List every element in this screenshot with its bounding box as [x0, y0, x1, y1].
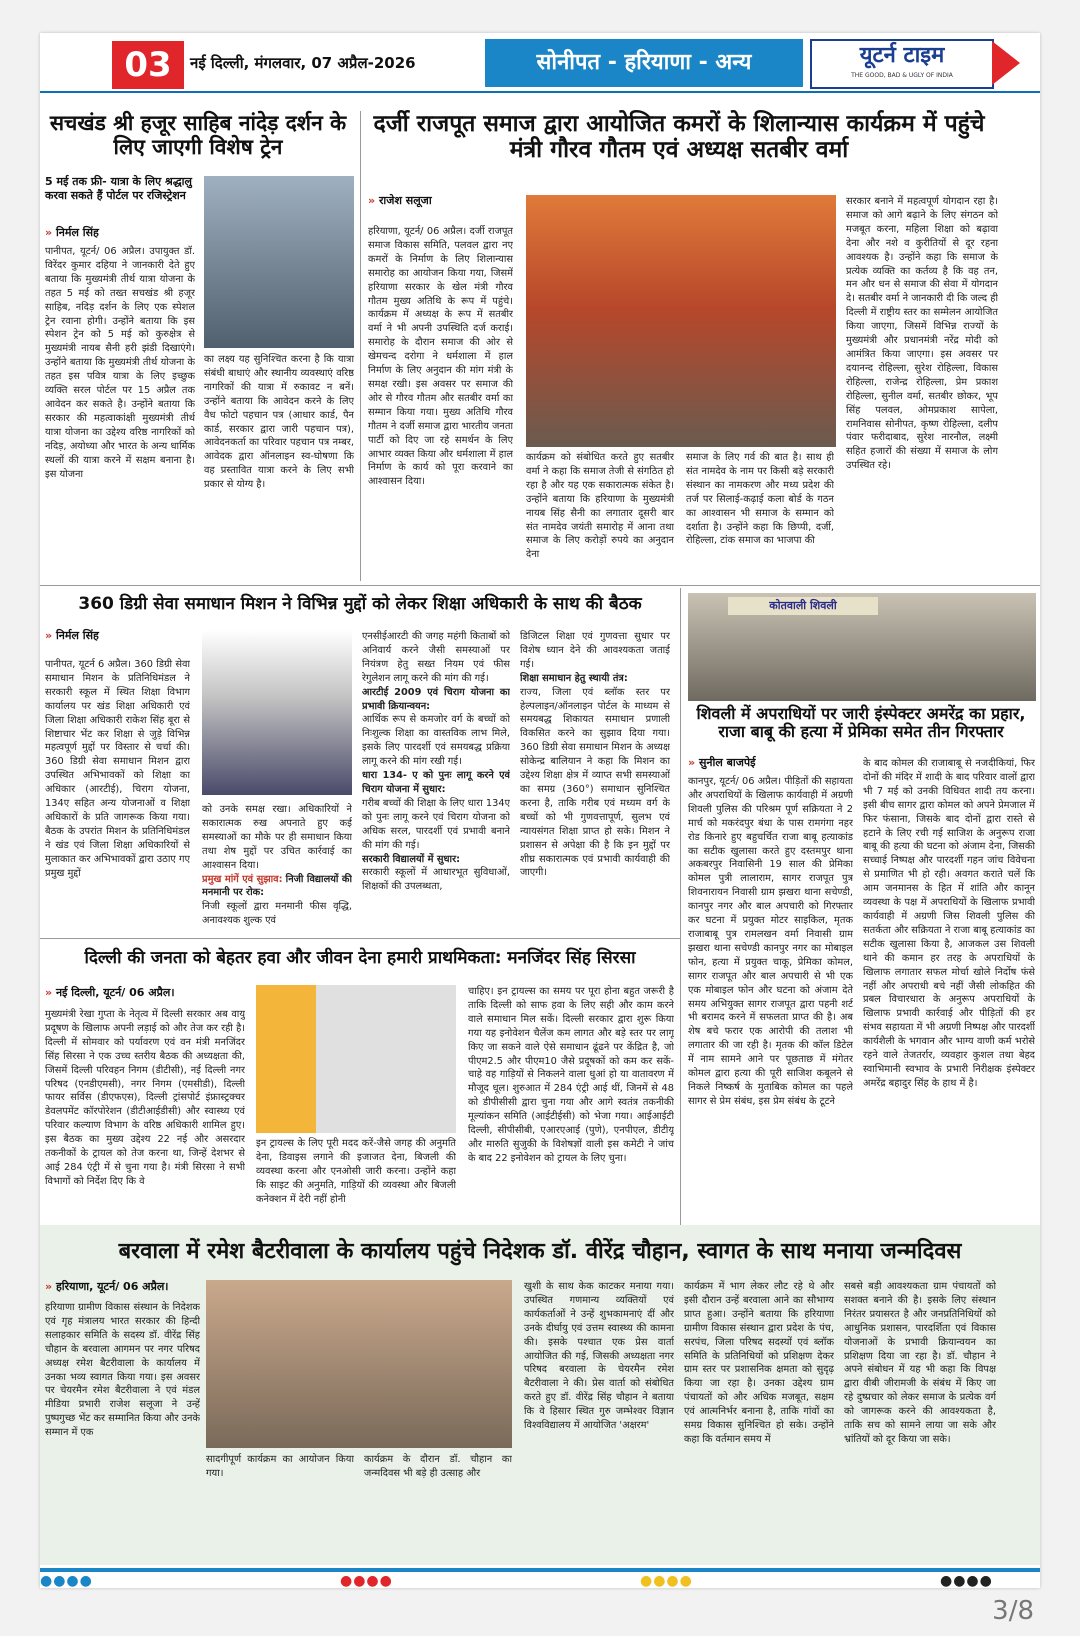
article-6-byline: » हरियाणा, यूटर्न/ 06 अप्रैल।	[45, 1280, 169, 1293]
article-6-col-5: सबसे बड़ी आवश्यकता ग्राम पंचायतों को सशक्त बनाने की है। इसके लिए संस्थान निरंतर प्रयासरत है और जनप्रतिनिधियों को आधुनिक प्रशासन, पारदर्शिता एवं विकास योजनाओं के प्रभावी क्रियान्वयन का प्रशिक्षण दिया जा रहा है। डॉ. चौहान ने अपने संबोधन में यह भी कहा कि विपक्ष द्वारा वीबी जीरामजी के संबंध में किए जा रहे दुष्प्रचार को लेकर समाज के प्रत्येक वर्ग को जागरूक करने की आवश्यकता है, ताकि सच को सामने लाया जा सके और भ्रांतियों को दूर किया जा सके।	[844, 1281, 996, 1445]
article-1-photo	[204, 176, 354, 348]
article-2-headline: दर्जी राजपूत समाज द्वारा आयोजित कमरों के शिलान्यास कार्यक्रम में पहुंचे मंत्री गौरव गौतम एवं अध्यक्ष सतबीर वर्मा	[373, 111, 985, 164]
footer-bar	[40, 1568, 1040, 1572]
article-5-col-2: इन ट्रायल्स के लिए पूरी मदद करें-जैसे जगह की अनुमति देना, डिवाइस लगाने की इजाजत देना, बिजली की व्यवस्था करना और एनओसी जारी करना। उन्होंने कहा कि साइट की अनुमति, गाड़ियों की व्यवस्था और बिजली कनेक्शन में देरी नहीं होनी	[256, 1138, 456, 1205]
article-2-col-3: समाज के लिए गर्व की बात है। साथ ही संत नामदेव के नाम पर किसी बड़े सरकारी संस्थान का नामकरण और मध्य प्रदेश की तर्ज पर सिलाई-कढ़ाई कला बोर्ड के गठन का आश्वासन भी समाज के सम्मान को दर्शाता है। उन्होंने कहा कि छिप्पी, दर्जी, रोहिल्ला, टांक समाज का भाजपा की	[686, 452, 834, 547]
article-5-col-3: चाहिए। इन ट्रायल्स का समय पर पूरा होना बहुत जरूरी है ताकि दिल्ली को साफ हवा के लिए सही और काम करने वाले समाधान मिल सकें। दिल्ली सरकार द्वारा शुरू किया गया यह इनोवेशन चैलेंज कम लागत और बड़े स्तर पर लागू किए जा सकने वाले ऐसे समाधान ढूंढने पर केंद्रित है, जो पीएम2.5 और पीएम10 जैसे प्रदूषकों को कम कर सकें-चाहे वह गाड़ियों से निकलने वाला धुआं हो या वातावरण में मौजूद धूल। शुरुआत में 284 एंट्री आई थीं, जिनमें से 48 को डीपीसीसी द्वारा चुना गया और आगे स्वतंत्र तकनीकी मूल्यांकन समिति (आईटीईसी) को भेजा गया। आईआईटी दिल्ली, सीपीसीबी, एआरएआई (पुणे), एनपीएल, डीटीयू और मारुति सुजुकी के विशेषज्ञों वाली इस कमेटी ने जांच के बाद 22 इनोवेशन को ट्रायल के लिए चुना।	[468, 986, 674, 1164]
article-1-headline: सचखंड श्री हजूर साहिब नांदेड़ दर्शन के लिए जाएगी विशेष ट्रेन	[49, 111, 347, 160]
article-6-caption-2: कार्यक्रम के दौरान डॉ. चौहान का जन्मदिवस भी बड़े ही उत्साह और	[364, 1454, 512, 1479]
article-2-col-4: सरकार बनाने में महत्वपूर्ण योगदान रहा है। समाज को आगे बढ़ाने के लिए संगठन को मजबूत करना, महिला शिक्षा को बढ़ावा देना और नशे व कुरीतियों से दूर रहना आवश्यक है। उन्होंने कहा कि समाज के प्रत्येक व्यक्ति का कर्तव्य है कि वह तन, मन और धन से समाज की सेवा में योगदान दे। सतबीर वर्मा ने जानकारी दी कि जल्द ही दिल्ली में राष्ट्रीय स्तर का सम्मेलन आयोजित किया जाएगा, जिसमें विभिन्न राज्यों के मुख्यमंत्री और प्रधानमंत्री नरेंद्र मोदी को आमंत्रित किया जाएगा। इस अवसर पर दयानन्द रोहिल्ला, सुरेश रोहिल्ला, विकास रोहिल्ला, राजेन्द्र रोहिल्ला, प्रेम प्रकाश रोहिल्ला, सुनील वर्मा, सतबीर छोकर, भूप सिंह पलवल, ओमप्रकाश सापेला, रामनिवास सोनीपत, कृष्ण रोहिल्ला, दलीप पंवार फरीदाबाद, सुरेश नारनौल, लक्ष्मी सहित हजारों की संख्या में समाज के लोग उपस्थित रहे।	[846, 196, 998, 472]
registration-dots-icon: ●●●●	[940, 1573, 993, 1588]
article-2-author: राजेश सलूजा	[378, 194, 432, 207]
section-title: सोनीपत - हरियाणा - अन्य	[485, 39, 803, 87]
article-3-subhead-2: आरटीई 2009 एवं चिराग योजना का प्रभावी क्रियान्वयन:	[362, 686, 510, 712]
article-3-col-1: पानीपत, यूटर्न 6 अप्रैल। 360 डिग्री सेवा समाधान मिशन के प्रतिनिधिमंडल ने सरकारी स्कूल में स्थित शिक्षा विभाग कार्यालय पर खंड शिक्षा अधिकारी एवं जिला शिक्षा अधिकारी राकेश सिंह बूरा से शिष्टाचार भेंट कर शिक्षा से जुड़े विभिन्न महत्वपूर्ण मुद्दों पर विस्तार से चर्चा की। 360 डिग्री सेवा समाधान मिशन द्वारा उपस्थित अभिभावकों को शिक्षा का अधिकार (आरटीई), चिराग योजना, 134ए सहित अन्य योजनाओं व शिक्षा अधिकारों के प्रति जागरूक किया गया। बैठक के उपरांत मिशन के प्रतिनिधिमंडल ने खंड एवं जिला शिक्षा अधिकारियों से मुलाकात कर अभिभावकों द्वारा उठाए गए प्रमुख मुद्दों	[45, 659, 190, 879]
article-3-col-2	[202, 803, 352, 933]
article-2-col-2: कार्यक्रम को संबोधित करते हुए सतबीर वर्मा ने कहा कि समाज तेजी से संगठित हो रहा है और यह एक सकारात्मक संकेत है। उन्होंने बताया कि हरियाणा के मुख्यमंत्री नायब सिंह सैनी का लगातार दूसरी बार संत नामदेव जयंती समारोह में आना तथा समाज के लिए करोड़ों रुपये का अनुदान देना	[526, 452, 674, 561]
arrow-icon	[992, 41, 1020, 85]
article-5-photo	[256, 985, 456, 1133]
article-2-photo	[526, 195, 836, 447]
article-4-headline: शिवली में अपराधियों पर जारी इंस्पेक्टर अमरेंद्र का प्रहार, राजा बाबू की हत्या में प्रेमिका समेत तीन गिरफ्तार	[696, 704, 1026, 742]
article-6-caption-1: सादगीपूर्ण कार्यक्रम का आयोजन किया गया।	[206, 1454, 354, 1479]
article-2-col-1: हरियाणा, यूटर्न/ 06 अप्रैल। दर्जी राजपूत समाज विकास समिति, पलवल द्वारा नए कमरों के निर्माण के लिए शिलान्यास समारोह का आयोजन किया गया, जिसमें हरियाणा सरकार के खेल मंत्री गौरव गौतम मुख्य अतिथि के रूप में पहुंचे। कार्यक्रम में अध्यक्ष के रूप में सतबीर वर्मा ने भी अपनी उपस्थिति दर्ज कराई। समारोह के दौरान समाज की ओर से खेमचन्द दरोगा ने धर्मशाला में हाल निर्माण के लिए अनुदान की मांग मंत्री के समक्ष रखी। इस अवसर पर समाज की ओर से गौरव गौतम और सतबीर वर्मा का सम्मान किया गया। मुख्य अतिथि गौरव गौतम ने दर्जी समाज द्वारा भारतीय जनता पार्टी को दिए जा रहे समर्थन के लिए आभार व्यक्त किया और धर्मशाला में हाल निर्माण के कार्य को पूरा करवाने का आश्वासन दिया।	[368, 226, 513, 488]
masthead	[40, 33, 1040, 93]
newspaper-sheet	[40, 33, 1040, 1588]
article-3-byline: » निर्मल सिंह	[45, 629, 99, 642]
registration-dots-icon: ●●●●	[640, 1573, 693, 1588]
article-6-col-1: हरियाणा ग्रामीण विकास संस्थान के निदेशक एवं गृह मंत्रालय भारत सरकार की हिन्दी सलाहकार समिति के सदस्य डॉ. वीरेंद्र सिंह चौहान के बरवाला आगमन पर नगर परिषद अध्यक्ष रमेश बैटरीवाला के कार्यालय में उनका भव्य स्वागत किया गया। इस अवसर पर चेयरमैन रमेश बैटरीवाला ने एवं मंडल मीडिया प्रभारी राजेश सलूजा ने उन्हें पुष्पगुच्छ भेंट कर सम्मानित किया और उनके सम्मान में एक	[45, 1302, 200, 1439]
article-6-col-3: खुशी के साथ केक काटकर मनाया गया। उपस्थित गणमान्य व्यक्तियों एवं कार्यकर्ताओं ने उन्हें शुभकामनाएं दीं और उनके दीर्घायु एवं उत्तम स्वास्थ्य की कामना की। इसके पश्चात एक प्रेस वार्ता आयोजित की गई, जिसकी अध्यक्षता नगर परिषद बरवाला के चेयरमैन रमेश बैटरीवाला ने की। प्रेस वार्ता को संबोधित करते हुए डॉ. वीरेंद्र सिंह चौहान ने बताया कि वे हिसार स्थित गुरु जम्भेश्वर विज्ञान विश्वविद्यालय में आयोजित 'अक्षरम'	[524, 1281, 674, 1432]
article-3-col-3	[362, 630, 510, 933]
article-6-headline: बरवाला में रमेश बैटरीवाला के कार्यालय पहुंचे निदेशक डॉ. वीरेंद्र चौहान, स्वागत के साथ मनाया जन्मदिवस	[118, 1239, 962, 1264]
article-3-subhead-1: प्रमुख मांगें एवं सुझाव:	[202, 873, 283, 885]
article-6-col-4: कार्यक्रम में भाग लेकर लौट रहे थे और इसी दौरान उन्हें बरवाला आने का सौभाग्य प्राप्त हुआ। उन्होंने बताया कि हरियाणा ग्रामीण विकास संस्थान द्वारा प्रदेश के पंच, सरपंच, जिला परिषद सदस्यों एवं ब्लॉक समिति के प्रतिनिधियों को प्रशिक्षण देकर ग्राम स्तर पर प्रशासनिक क्षमता को सुदृढ़ किया जा रहा है। उनका उद्देश्य ग्राम पंचायतों को और अधिक मजबूत, सक्षम एवं आत्मनिर्भर बनाना है, ताकि गांवों का समग्र विकास सुनिश्चित हो सके। उन्होंने कहा कि वर्तमान समय में	[684, 1281, 834, 1445]
article-3-subhead-5: शिक्षा समाधान हेतु स्थायी तंत्र:	[520, 672, 628, 684]
horizontal-divider	[40, 585, 1040, 586]
registration-dots-icon: ●●●●	[340, 1573, 393, 1588]
article-5-col-1: मुख्यमंत्री रेखा गुप्ता के नेतृत्व में दिल्ली सरकार अब वायु प्रदूषण के खिलाफ अपनी लड़ाई को और तेज कर रही है। दिल्ली में सोमवार को पर्यावरण एवं वन मंत्री मनजिंदर सिंह सिरसा ने एक उच्च स्तरीय बैठक की अध्यक्षता की, जिसमें दिल्ली परिवहन निगम (डीटीसी), नई दिल्ली नगर परिषद (एनडीएमसी), नगर निगम (एमसीडी), दिल्ली फायर सर्विस (डीएफएस), दिल्ली ट्रांसपोर्ट इंफ्रास्ट्रक्चर डेवलपमेंट कॉरपोरेशन (डीटीआईडीसी) और स्वास्थ्य एवं परिवार कल्याण विभाग के वरिष्ठ अधिकारी शामिल हुए। इस बैठक का मुख्य उद्देश्य 22 नई और असरदार तकनीकों के ट्रायल को तेज करना था, जिन्हें देशभर से आई 284 एंट्री में से चुना गया है। मंत्री सिरसा ने सभी विभागों को निर्देश दिए कि वे	[45, 1009, 245, 1187]
article-2-byline: » राजेश सलूजा	[368, 194, 432, 207]
article-3-col-3b: आर्थिक रूप से कमजोर वर्ग के बच्चों को निःशुल्क शिक्षा का वास्तविक लाभ मिले, इसके लिए पारदर्शी एवं समयबद्ध प्रक्रिया लागू करने की मांग रखी गई।	[362, 714, 510, 768]
article-3-subhead-4: सरकारी विद्यालयों में सुधार:	[362, 853, 460, 865]
article-3-col-3d: सरकारी स्कूलों में आधारभूत सुविधाओं, शिक्षकों की उपलब्धता,	[362, 867, 510, 893]
column-divider	[360, 111, 361, 581]
column-divider	[680, 588, 681, 1228]
article-4-col-1: कानपुर, यूटर्न/ 06 अप्रैल। पीड़ितों की सहायता और अपराधियों के खिलाफ कार्यवाही में अग्रणी शिवली पुलिस की परिश्रम पूर्ण सक्रियता ने 2 मार्च को मकरंदपुर बंधा के पास रामगंगा नहर रोड किनारे हुए बहुचर्चित राजा बाबू हत्याकांड का सटीक खुलासा करते हुए दस्तमपुर थाना अकबरपुर निवासिनी 19 साल की प्रेमिका कोमल पुत्री लालाराम, सागर राजपूत पुत्र शिवनारायन निवासी ग्राम झखरा थाना सचेण्डी, कानपुर नगर और बाल अपचारी को गिरफ्तार कर घटना में प्रयुक्त मोटर साइकिल, मृतक राजाबाबू पुत्र रामलखन वर्मा निवासी ग्राम झखरा थाना सचेण्डी कानपुर नगर का मोबाइल फोन, हत्या में प्रयुक्त चाकू, प्रेमिका कोमल, सागर राजपूत और बाल अपचारी से भी एक एक मोबाइल फोन और घटना को अंजाम देते समय अभियुक्त सागर राजपूत द्वारा पहनी शर्ट भी बरामद करने में सफलता प्राप्त की है। अब शेष बचे फरार एक आरोपी की तलाश भी लगातार की जा रही है। मृतक की कॉल डिटेल में नाम सामने आने पर पूछताछ में मंगेतर कोमल द्वारा हत्या की पूरी साजिश कबूलने से निकले निष्कर्ष के मुताबिक कोमल का पहले सागर से प्रेम संबंध, इस प्रेम संबंध के टूटने	[688, 776, 853, 1107]
article-3-subhead-3: धारा 134- ए को पुनः लागू करने एवं चिराग योजना में सुधार:	[362, 770, 510, 795]
article-3-author: निर्मल सिंह	[55, 629, 99, 642]
article-6-dateline: हरियाणा, यूटर्न/ 06 अप्रैल।	[55, 1280, 169, 1293]
horizontal-divider	[40, 938, 680, 939]
article-1-col-2: का लक्ष्य यह सुनिश्चित करना है कि यात्रा संबंधी बाधाएं और स्थानीय व्यवस्थाएं वरिष्ठ नागरिकों की यात्रा में रुकावट न बनें। उन्होंने बताया कि आवेदन करने के लिए वैध फोटो पहचान पत्र (आधार कार्ड, पैन कार्ड, सरकार द्वारा जारी पहचान पत्र), आवेदनकर्ता का परिवार पहचान पत्र नम्बर, आवेदक द्वारा ऑनलाइन स्व-घोषणा कि वह प्रस्तावित यात्रा करने के लिए सभी प्रकार से योग्य है।	[204, 354, 354, 491]
article-6-photo	[206, 1280, 512, 1448]
article-3-subhead-1-tail: निजी विद्यालयों की मनमानी पर रोक:	[202, 873, 352, 899]
article-4-byline: » सुनील बाजपेई	[688, 756, 756, 769]
dateline: नई दिल्ली, मंगलवार, 07 अप्रैल-2026	[190, 54, 416, 72]
article-3-photo	[202, 630, 352, 795]
article-5-headline: दिल्ली की जनता को बेहतर हवा और जीवन देना हमारी प्राथमिकता: मनजिंदर सिंह सिरसा	[84, 948, 636, 968]
article-3-col-2b-text: निजी स्कूलों द्वारा मनमानी फीस वृद्धि, अनावश्यक शुल्क एवं	[202, 901, 352, 927]
article-5-dateline: नई दिल्ली, यूटर्न/ 06 अप्रैल।	[55, 986, 175, 999]
article-5-byline: » नई दिल्ली, यूटर्न/ 06 अप्रैल।	[45, 986, 175, 999]
logo-title: यूटर्न टाइम	[859, 43, 945, 68]
article-4-photo	[688, 593, 1036, 701]
logo-tagline: THE GOOD, BAD & UGLY OF INDIA	[851, 72, 953, 79]
article-3-headline: 360 डिग्री सेवा समाधान मिशन ने विभिन्न मुद्दों को लेकर शिक्षा अधिकारी के साथ की बैठक	[78, 594, 642, 614]
article-1-col-1: पानीपत, यूटर्न/ 06 अप्रैल। उपायुक्त डॉ. विरेंदर कुमार दहिया ने जानकारी देते हुए बताया कि मुख्यमंत्री तीर्थ यात्रा योजना के तहत 5 मई को तख्त सचखंड श्री हजूर साहिब, नदिड़ दर्शन के लिए एक स्पेशल ट्रेन रवाना होगी। उन्होंने बताया कि इस स्पेशन ट्रेन को 5 मई को कुरुक्षेत्र से मुख्यमंत्री नायब सैनी हरी झंडी दिखाएंगे। उन्होंने बताया कि मुख्यमंत्री तीर्थ योजना के तहत इस पवित्र यात्रा के लिए इच्छुक व्यक्ति सरल पोर्टल पर 15 अप्रैल तक आवेदन कर सकते है। उन्होंने बताया कि सरकार की महत्वाकांक्षी मुख्यमंत्री तीर्थ यात्रा योजना का उद्देश्य वरिष्ठ नागरिकों को नदिड़, अयोध्या और भारत के अन्य धार्मिक स्थलों की यात्रा करने में सक्षम बनाना है। इस योजना	[45, 246, 195, 480]
article-1-author: निर्मल सिंह	[55, 226, 99, 239]
newspaper-logo	[810, 39, 994, 89]
article-3-col-4	[520, 630, 670, 933]
article-3-col-3a: एनसीईआरटी की जगह महंगी किताबों को अनिवार्य करने जैसी समस्याओं पर नियंत्रण हेतु सख्त नियम एवं फीस रेगुलेशन लागू करने की मांग की गई।	[362, 631, 510, 684]
article-1-subhead: 5 मई तक फ्री- यात्रा के लिए श्रद्धालु करवा सकते हैं पोर्टल पर रजिस्ट्रेशन	[45, 175, 192, 203]
article-4-author: सुनील बाजपेई	[698, 756, 756, 769]
article-3-col-2-text: को उनके समक्ष रखा। अधिकारियों ने सकारात्मक रुख अपनाते हुए कई समस्याओं का मौके पर ही समाधान किया तथा शेष मुद्दों पर उचित कार्रवाई का आश्वासन दिया।	[202, 804, 352, 871]
page-indicator: 3/8	[992, 1596, 1034, 1626]
article-3-col-3c: गरीब बच्चों की शिक्षा के लिए धारा 134ए को पुनः लागू करने एवं चिराग योजना को अधिक सरल, पारदर्शी एवं प्रभावी बनाने की मांग की गई।	[362, 797, 510, 851]
article-3-col-4b: राज्य, जिला एवं ब्लॉक स्तर पर हेल्पलाइन/ऑनलाइन पोर्टल के माध्यम से समयबद्ध शिकायत समाधान प्रणाली विकसित करने का सुझाव दिया गया। 360 डिग्री सेवा समाधान मिशन के अध्यक्ष सोकेन्द्र बालियान ने कहा कि मिशन का उद्देश्य शिक्षा क्षेत्र में व्याप्त सभी समस्याओं का समग्र (360°) समाधान सुनिश्चित करना है, ताकि गरीब एवं मध्यम वर्ग के बच्चों को भी गुणवत्तापूर्ण, सुलभ एवं न्यायसंगत शिक्षा प्राप्त हो सके। मिशन ने प्रशासन से अपेक्षा की है कि इन मुद्दों पर शीघ्र सकारात्मक एवं प्रभावी कार्यवाही की जाएगी।	[520, 686, 670, 879]
police-station-sign: कोतवाली शिवली	[728, 597, 878, 615]
article-1-byline: » निर्मल सिंह	[45, 226, 99, 239]
article-4-col-2: के बाद कोमल की राजाबाबू से नजदीकियां, फिर दोनों की मंदिर में शादी के बाद परिवार वालों द्वारा भी 7 मई को उनकी विधिवत शादी तय करना। इसी बीच सागर द्वारा कोमल को अपने प्रेमजाल में फिर फंसाना, जिसके बाद दोनों द्वारा रास्ते से हटाने के लिए रची गई साजिश के अनुरूप राजा बाबू की हत्या की घटना को अंजाम देना, जिसकी सच्चाई निष्पक्ष और पारदर्शी गहन जांच विवेचना से प्रमाणित भी हो रही। अवगत कराते चलें कि आम जनमानस के हित में शांति और कानून व्यवस्था के पक्ष में अपराधियों के खिलाफ प्रभावी कार्यवाही में अग्रणी जिस शिवली पुलिस की सतर्कता और सक्रियता ने राजा बाबू हत्याकांड का सटीक खुलासा किया है, आजकल उस शिवली थाने की कमान हर तरह के अपराधियों के खिलाफ लगातार सफल मोर्चा खोले निर्दोष फंसे नहीं और अपराधी बचे नहीं जैसी लोकहित की प्रबल विचारधारा के अनुरूप अपराधियों के खिलाफ प्रभावी कार्रवाई और पीड़ितों की हर संभव सहायता में भी अग्रणी निष्पक्ष और पारदर्शी कार्यशैली के भगवान और भाग्य वाणी कर्म भरोसे रहने वाले तेजतर्रार, व्यवहार कुशल तथा बेहद स्वाभिमानी स्वभाव के प्रभारी निरीक्षक इंस्पेक्टर अमरेंद्र बहादुर सिंह के हाथ में है।	[863, 758, 1035, 1089]
article-3-col-4a: डिजिटल शिक्षा एवं गुणवत्ता सुधार पर विशेष ध्यान देने की आवश्यकता जताई गई।	[520, 631, 670, 670]
page-number: 03	[112, 41, 184, 89]
registration-dots-icon: ●●●●	[40, 1573, 93, 1588]
